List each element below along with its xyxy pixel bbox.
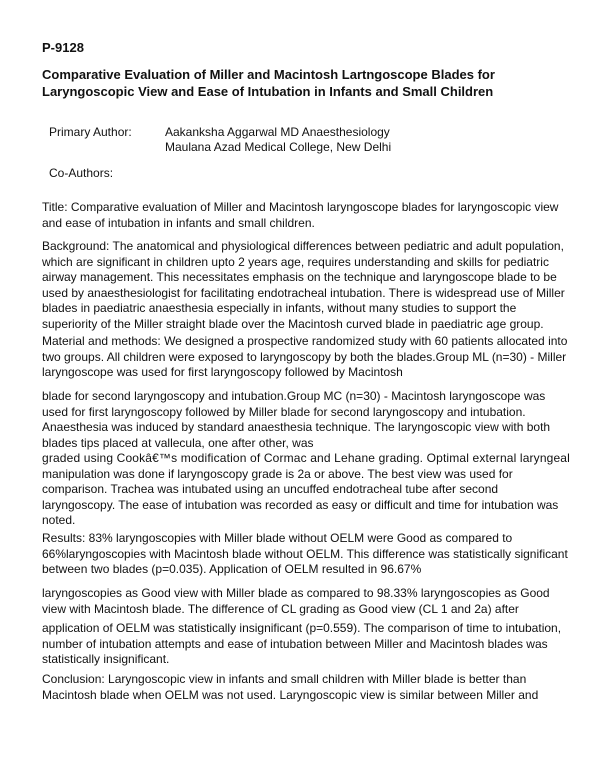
- text-line: between two blades (p=0.035). Application of OELM resulted in 96.67%: [42, 562, 422, 576]
- paragraph-methods: [42, 334, 566, 381]
- title-line: Laryngoscopic View and Ease of Intubation in Infants and Small Children: [42, 84, 494, 99]
- text-line: noted.: [42, 513, 76, 527]
- text-line: Title: Comparative evaluation of Miller and Macintosh laryngoscope blades for laryngoscopic view: [42, 200, 559, 214]
- text-line: two groups. All children were exposed to laryngoscopy by both the blades.Group ML (n=30) - Miller: [42, 349, 567, 364]
- primary-author-name: Aakanksha Aggarwal MD Anaesthesiology: [165, 125, 390, 139]
- text-line: laryngoscope was used for first laryngoscopy followed by Macintosh: [42, 365, 403, 379]
- text-line: comparison. Trachea was intubated using an uncuffed endotracheal tube after second: [42, 482, 499, 496]
- text-line: used for first laryngoscopy followed by Miller blade for second laryngoscopy and intubation.: [42, 404, 526, 419]
- text-line: and ease of intubation in infants and small children.: [42, 215, 315, 230]
- paragraph-grading: [42, 451, 570, 529]
- paragraph-results-final: [42, 621, 566, 668]
- text-line: manipulation was done if laryngoscopy grade is 2a or above. The best view was used for: [42, 466, 513, 481]
- text-line: statistically insignificant.: [42, 652, 170, 666]
- primary-author-label: Primary Author:: [49, 125, 132, 139]
- text-line: graded using Cookâ€™s modification of Cormac and Lehane grading. Optimal external laryngeal: [42, 451, 570, 465]
- text-line: Background: The anatomical and physiological differences between pediatric and adult population,: [42, 239, 564, 253]
- paragraph-methods-continued: [42, 389, 566, 451]
- text-line: Results: 83% laryngoscopies with Miller blade without OELM were Good as compared to: [42, 531, 513, 545]
- text-line: blade for second laryngoscopy and intubation.Group MC (n=30) - Macintosh laryngoscope was: [42, 389, 546, 403]
- paragraph-conclusion: [42, 672, 566, 703]
- text-line: 66%laryngoscopies with Macintosh blade without OELM. This difference was statistically significant: [42, 546, 568, 561]
- paragraph-title: [42, 200, 566, 231]
- primary-author-affiliation: Maulana Azad Medical College, New Delhi: [165, 140, 392, 154]
- text-line: superiority of the Miller straight blade over the Macintosh curved blade in paediatric age group.: [42, 316, 544, 331]
- paragraph-results: [42, 531, 566, 578]
- text-line: blades in paediatric anaesthesia especially in infants, without many studies to support the: [42, 301, 517, 315]
- text-line: Conclusion: Laryngoscopic view in infants and small children with Miller blade is better than: [42, 672, 527, 686]
- text-line: number of intubation attempts and ease of intubation between Miller and Macintosh blades was: [42, 636, 548, 651]
- title-line: Comparative Evaluation of Miller and Macintosh Lartngoscope Blades for: [42, 67, 495, 82]
- text-line: Macintosh blade when OELM was not used. Laryngoscopic view is similar between Miller and: [42, 687, 539, 702]
- paragraph-background: [42, 239, 566, 332]
- abstract-title: [42, 66, 562, 100]
- text-line: airway management. This necessitates emphasis on the technique and laryngoscope blade to be: [42, 270, 557, 284]
- text-line: used by anaesthesiologist for facilitating endotracheal intubation. There is widespread use of Miller: [42, 285, 565, 300]
- text-line: laryngoscopy. The ease of intubation was recorded as easy or difficult and time for intubation was: [42, 497, 559, 512]
- paragraph-results-continued: [42, 586, 566, 617]
- text-line: application of OELM was statistically insignificant (p=0.559). The comparison of time to intubation,: [42, 621, 562, 635]
- text-line: laryngoscopies as Good view with Miller blade as compared to 98.33% laryngoscopies as Good: [42, 586, 550, 600]
- text-line: which are significant in children upto 2 years age, requires understanding and skills for pediatric: [42, 254, 549, 269]
- text-line: Anaesthesia was induced by standard anaesthesia technique. The laryngoscopic view with both: [42, 420, 551, 434]
- abstract-code: P-9128: [42, 40, 84, 55]
- text-line: blades tips placed at vallecula, one after other, was: [42, 435, 314, 450]
- text-line: Material and methods: We designed a prospective randomized study with 60 patients allocated into: [42, 334, 568, 348]
- text-line: view with Macintosh blade. The difference of CL grading as Good view (CL 1 and 2a) after: [42, 601, 519, 616]
- co-authors-label: Co-Authors:: [49, 166, 114, 180]
